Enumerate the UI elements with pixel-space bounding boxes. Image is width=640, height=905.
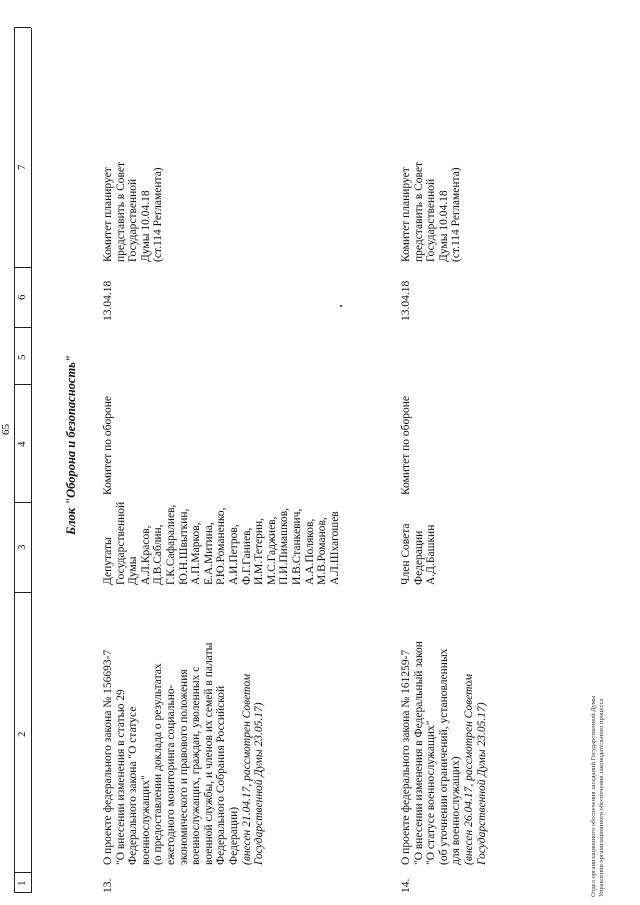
status-line: Государственной xyxy=(127,178,140,262)
initiator-line: Государственной xyxy=(114,501,127,585)
column-number: 3 xyxy=(16,544,28,550)
status-line: Думы 10.04.18 xyxy=(139,190,152,262)
initiator-line: А.П.Марков, xyxy=(190,522,203,585)
status-line: (ст.114 Регламента) xyxy=(152,167,165,262)
status xyxy=(400,162,463,262)
header-divider xyxy=(14,872,31,873)
footer-line: Управления организационного обеспечения законодательного процесса xyxy=(598,698,605,897)
initiator-line: Член Совета xyxy=(400,523,412,585)
initiator-line: П.И.Пимашков, xyxy=(278,507,291,585)
bill-title-line: Федерального Собрания Российской xyxy=(215,685,228,865)
column-number: 7 xyxy=(16,164,28,170)
header-divider xyxy=(14,384,31,385)
bill-title-line: "О статусе военнослужащих" xyxy=(425,720,438,865)
page-number: 65 xyxy=(0,424,12,435)
status xyxy=(102,162,165,262)
bill-note-line: Государственной Думы 23.05.17) xyxy=(253,702,266,865)
bill-title-line: О проекте федерального закона № 161259-7 xyxy=(400,649,412,865)
initiator-line: И.В.Станкевич, xyxy=(290,508,303,585)
initiator-line: М.С.Гаджиев, xyxy=(265,516,278,585)
bill-title-line: "О внесении изменения в статью 29 xyxy=(114,689,127,865)
status-line: (ст.114 Регламента) xyxy=(450,167,463,262)
initiators xyxy=(400,523,438,585)
row-number: 14. xyxy=(400,878,412,893)
bill-note-line: Государственной Думы 23.05.17) xyxy=(475,702,488,865)
initiator-line: А.Л.Красов, xyxy=(139,525,152,585)
column-number: 6 xyxy=(16,294,28,300)
header-bottom-line xyxy=(31,268,32,893)
initiators xyxy=(102,502,341,585)
header-divider xyxy=(14,27,31,28)
header-top-line xyxy=(14,28,15,268)
committee: Комитет по обороне xyxy=(102,396,114,495)
initiator-line: Федерации xyxy=(412,530,425,585)
row-number: 13. xyxy=(102,878,114,893)
header-divider xyxy=(14,327,31,328)
bill-title-line: ежегодного мониторинга социально- xyxy=(164,684,177,865)
initiator-line: Д.В.Саблин, xyxy=(152,524,165,585)
bill-title-line: для военнослужащих) xyxy=(450,756,463,865)
block-title: Блок "Оборона и безопасность" xyxy=(64,355,78,535)
bill-title-line: "О внесении изменения в Федеральный закон xyxy=(412,641,425,865)
bill-title-line: Федерального закона "О статусе xyxy=(127,706,140,865)
status-line: Комитет планирует xyxy=(400,167,412,262)
column-number: 2 xyxy=(16,731,28,737)
committee: Комитет по обороне xyxy=(400,396,412,495)
initiator-line: Е.А.Митина, xyxy=(202,522,215,585)
initiator-line: Думы xyxy=(127,556,140,585)
header-bottom-line xyxy=(31,28,32,268)
initiator-line: Р.Ю.Романенко, xyxy=(215,507,228,585)
bill-title-line: (об уточнении ограничений, установленных xyxy=(437,648,450,865)
initiator-line: М.В.Романов, xyxy=(316,517,329,585)
header-divider xyxy=(14,267,31,268)
date: 13.04.18 xyxy=(400,280,412,321)
bill-title-line: (о предоставлении доклада о результатах xyxy=(152,663,165,865)
footer-line: Отдел организационного обеспечения заседаний Государственной Думы xyxy=(590,695,597,897)
initiator-line: А.Д.Башкин xyxy=(425,524,438,585)
initiator-line: А.Л.Шхагошев xyxy=(328,511,341,585)
bill-description xyxy=(400,641,488,865)
column-number: 1 xyxy=(16,880,28,886)
header-divider xyxy=(14,502,31,503)
footer xyxy=(590,696,606,897)
bill-title-line: Федерации) xyxy=(227,806,240,865)
initiator-line: Г.К.Сафаралиев, xyxy=(164,504,177,585)
status-line: Думы 10.04.18 xyxy=(437,190,450,262)
initiator-line: А.А.Поляков, xyxy=(303,518,316,585)
status-line: представить в Совет xyxy=(114,161,127,262)
bill-title-line: О проекте федерального закона № 156693-7 xyxy=(102,649,114,865)
column-number: 4 xyxy=(16,441,28,447)
date: 13.04.18 xyxy=(102,280,114,321)
bill-note-line: (внесен 26.04.17, рассмотрен Советом xyxy=(462,673,475,865)
bill-title-line: военной службы, и членов их семей в палаты xyxy=(202,642,215,865)
status-line: представить в Совет xyxy=(412,161,425,262)
status-line: Государственной xyxy=(425,178,438,262)
bill-title-line: военнослужащих" xyxy=(139,775,152,865)
initiator-line: Ю.Н.Швыткин, xyxy=(177,508,190,585)
bill-title-line: экономического и правового положения xyxy=(177,669,190,865)
initiator-line: Депутаты xyxy=(102,537,114,585)
initiator-line: И.М.Тетерин, xyxy=(253,517,266,585)
bill-title-line: военнослужащих, граждан, уволенных с xyxy=(190,666,203,865)
header-top-line xyxy=(14,268,15,893)
scan-speck xyxy=(340,305,342,307)
bill-note-line: (внесен 21.04.17, рассмотрен Советом xyxy=(240,673,253,865)
header-divider xyxy=(14,892,31,893)
bill-description xyxy=(102,643,266,865)
status-line: Комитет планирует xyxy=(102,167,114,262)
initiator-line: А.И.Петров, xyxy=(227,524,240,585)
header-divider xyxy=(14,592,31,593)
initiator-line: Ф.Г.Ганиев, xyxy=(240,527,253,585)
column-number: 5 xyxy=(16,354,28,360)
